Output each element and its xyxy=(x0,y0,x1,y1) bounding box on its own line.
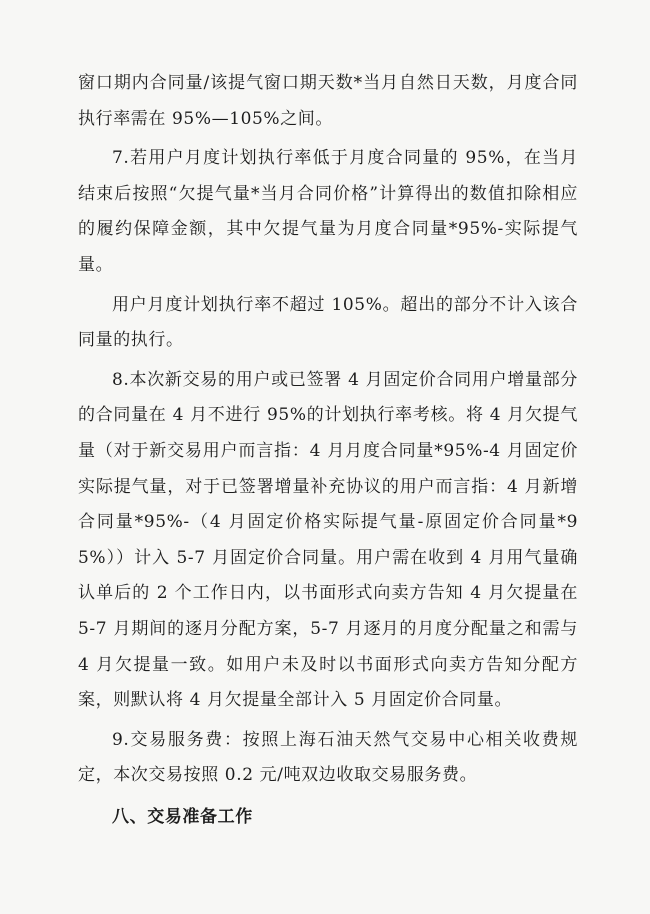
section-heading-8: 八、交易准备工作 xyxy=(112,806,253,827)
paragraph-item-9: 9.交易服务费：按照上海石油天然气交易中心相关收费规定，本次交易按照 0.2 元/吨双边收取交易服务费。 xyxy=(78,729,578,786)
paragraph-item-8: 8.本次新交易的用户或已签署 4 月固定价合同用户增量部分的合同量在 4 月不进行 95%的计划执行率考核。将 4 月欠提气量（对于新交易用户而言指：4 月月度合同量*95%-4 月固定价实际提气量，对于已签署增量补充协议的用户而言指：4 月新增合同量*95%-（4 月固定价格实际提气量-原固定价合同量*95%））计入 5-7 月固定价合同量。用户需在收到 4 月用气量确认单后的 2 个工作日内，以书面形式向卖方告知 4 月欠提量在 5-7 月期间的逐月分配方案，5-7 月逐月的月度分配量之和需与 4 月欠提量一致。如用户未及时以书面形式向卖方告知分配方案，则默认将 4 月欠提量全部计入 5 月固定价合同量。 xyxy=(78,369,585,711)
paragraph-contract-rate: 窗口期内合同量/该提气窗口期天数*当月自然日天数，月度合同执行率需在 95%—105%之间。 xyxy=(78,73,578,129)
paragraph-item-7: 7.若用户月度计划执行率低于月度合同量的 95%，在当月结束后按照“欠提气量*当月合同价格”计算得出的数值扣除相应的履约保障金额，其中欠提气量为月度合同量*95%-实际提气量。 xyxy=(78,148,578,275)
paragraph-execution-limit: 用户月度计划执行率不超过 105%。超出的部分不计入该合同量的执行。 xyxy=(78,294,578,351)
